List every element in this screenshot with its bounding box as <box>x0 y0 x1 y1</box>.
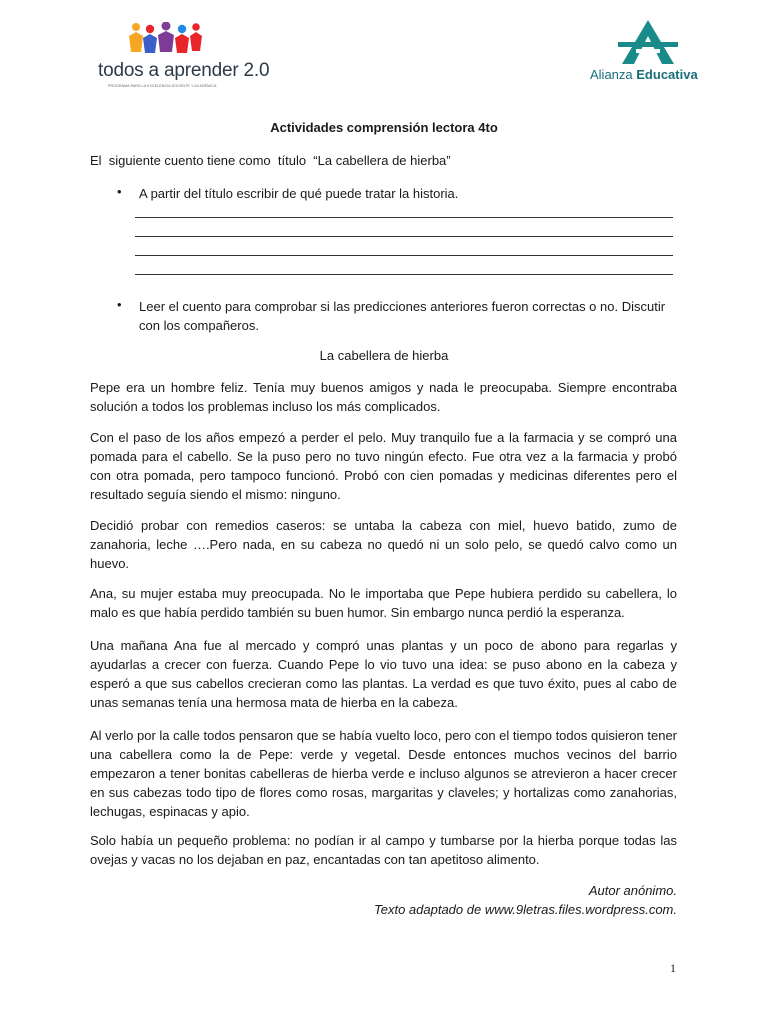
alianza-educativa-logo <box>584 18 714 88</box>
todos-a-aprender-logo <box>98 22 270 92</box>
page-title: Actividades comprensión lectora 4to <box>270 120 498 135</box>
story-paragraph-1: Pepe era un hombre feliz. Tenía muy buenos amigos y nada le preocupaba. Siempre encontraba solución a todos los problemas incluso los más complicados. <box>90 380 677 414</box>
bullet-2-text: Leer el cuento para comprobar si las predicciones anteriores fueron correctas o no. Discutir con los compañeros. <box>139 299 666 333</box>
story-paragraph-2: Con el paso de los años empezó a perder el pelo. Muy tranquilo fue a la farmacia y se compró una pomada para el cabello. Se la puso pero no tuvo ningún efecto. Fue otra vez a la farmacia y probó con otra pomada, pero tampoco funcionó. Probó con cien pomadas y medicinas diferentes pero el resultado seguía siendo el mismo: ninguno. <box>90 430 677 502</box>
answer-line-2[interactable] <box>135 236 673 237</box>
source-text: Texto adaptado de www.9letras.files.wordpress.com. <box>373 902 677 917</box>
alianza-a-logo-icon <box>616 18 680 66</box>
bullet-icon: • <box>117 184 122 199</box>
logo-left-brand: todos a aprender 2.0 <box>98 60 270 81</box>
author-name: Autor anónimo. <box>588 883 677 898</box>
story-paragraph-7: Solo había un pequeño problema: no podían ir al campo y tumbarse por la hierba porque todas las ovejas y vacas no los dejaban en paz, encantadas con tan apetitoso alimento. <box>90 833 677 867</box>
story-paragraph-5: Una mañana Ana fue al mercado y compró unas plantas y un poco de abono para regarlas y ayudarlas a crecer con fuerza. Cuando Pepe lo vio tuvo una idea: se puso abono en la cabeza y esperó a que sus cabellos crecieran como las plantas. La verdad es que tuvo éxito, pues al cabo de unas semanas tenía una hermosa mata de hierba en la cabeza. <box>90 638 677 710</box>
bullet-icon: • <box>117 297 122 312</box>
logo-right-brand <box>590 67 698 82</box>
page-number: 1 <box>670 961 676 975</box>
author-block <box>374 881 677 919</box>
answer-line-1[interactable] <box>135 217 673 218</box>
story-paragraph-6: Al verlo por la calle todos pensaron que se había vuelto loco, pero con el tiempo todos quisieron tener una cabellera como la de Pepe: verde y vegetal. Desde entonces muchos vecinos del barrio empezaron a tener bonitas cabelleras de hierba verde e incluso algunos se atrevieron a hacer crecer en sus cabezas todo tipo de flores como rosas, margaritas y claveles; y hortalizas como zanahorias, lechugas, espinacas y apio. <box>90 728 677 819</box>
bullet-1-text: A partir del título escribir de qué puede tratar la historia. <box>139 186 459 201</box>
logo-right-brand-b: Educativa <box>636 67 698 82</box>
answer-lines <box>135 217 673 293</box>
logo-right-brand-a: Alianza <box>590 67 633 82</box>
story-paragraph-3: Decidió probar con remedios caseros: se untaba la cabeza con miel, huevo batido, zumo de zanahoria, leche ….Pero nada, en su cabeza no quedó ni un solo pelo, se quedó calvo como un huevo. <box>90 518 677 571</box>
intro-text: El siguiente cuento tiene como título “La cabellera de hierba” <box>90 153 451 168</box>
logo-left-tagline: PROGRAMA PARA LA EXCELENCIA DOCENTE Y ACADÉMICA <box>108 84 217 88</box>
story-title: La cabellera de hierba <box>319 348 449 363</box>
story-paragraph-4: Ana, su mujer estaba muy preocupada. No le importaba que Pepe hubiera perdido su cabellera, lo malo es que había perdido también su buen humor. Sin embargo nunca perdió la esperanza. <box>90 586 677 620</box>
answer-line-4[interactable] <box>135 274 673 275</box>
people-figures-icon <box>128 22 208 54</box>
answer-line-3[interactable] <box>135 255 673 256</box>
